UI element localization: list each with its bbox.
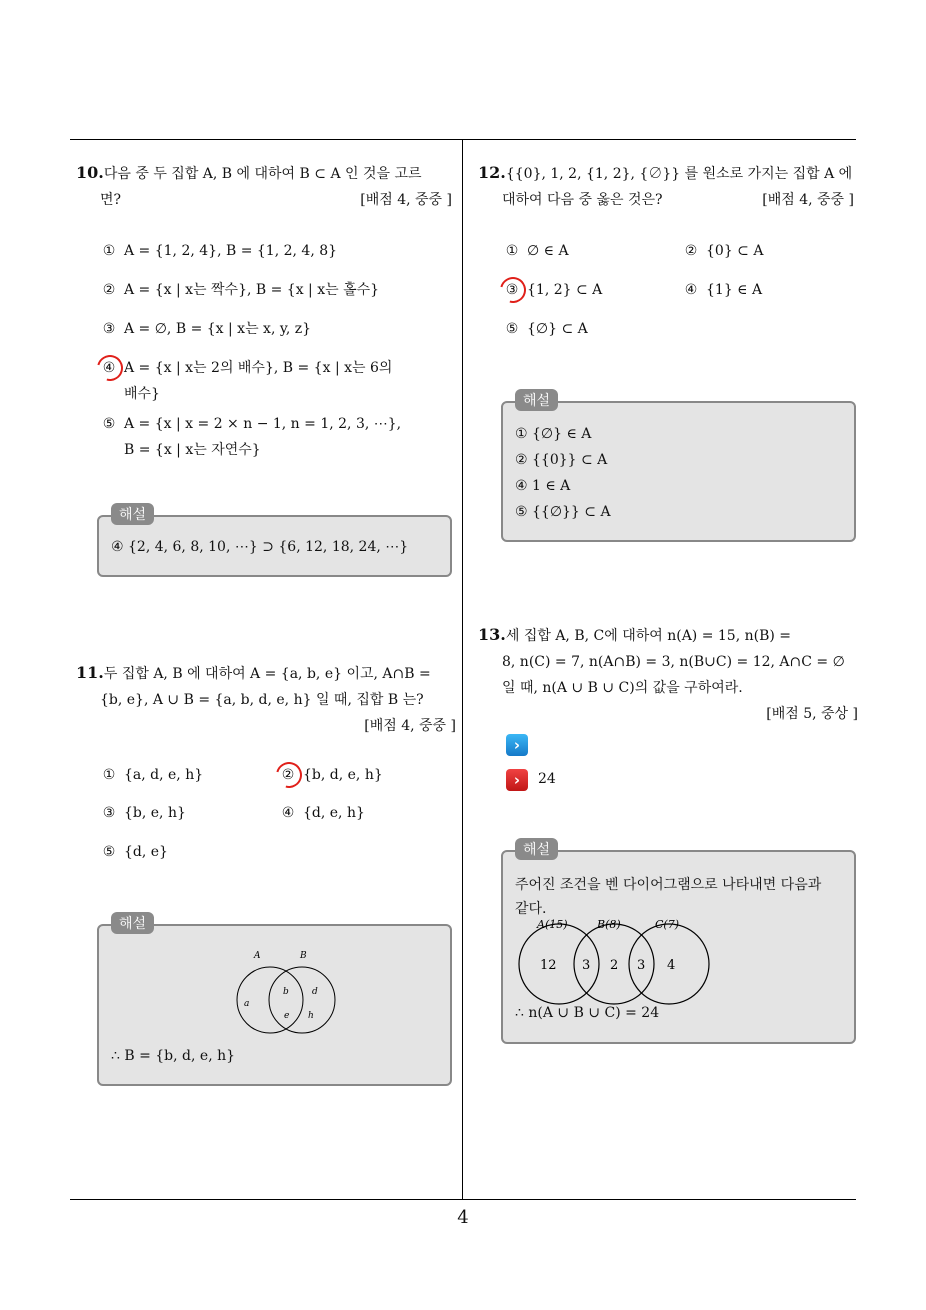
option-3[interactable] <box>100 316 311 342</box>
option-1[interactable] <box>503 238 569 264</box>
question-number: 13. <box>478 625 506 644</box>
chevron-right-icon[interactable]: › <box>506 769 528 791</box>
region-c-only: 4 <box>667 958 676 973</box>
option-marker: ④ <box>281 805 295 821</box>
solution-text: ⑤ {{∅}} ⊂ A <box>515 504 611 520</box>
question-text: 세 집합 A, B, C에 대하여 n(A) = 15, n(B) = <box>505 628 792 644</box>
question-12 <box>478 160 858 213</box>
option-5[interactable] <box>100 411 401 463</box>
option-marker: ① <box>505 243 519 259</box>
question-13 <box>478 622 858 727</box>
option-4[interactable] <box>279 800 365 826</box>
option-marker: ③ <box>505 282 519 298</box>
option-2[interactable] <box>682 238 763 264</box>
question-number: 12. <box>478 163 506 182</box>
option-text: {1, 2} ⊂ A <box>527 282 603 298</box>
solution-box <box>501 401 856 542</box>
option-marker: ② <box>102 282 116 298</box>
option-text: ∅ ∈ A <box>527 243 569 259</box>
option-text: A = ∅, B = {x | x는 x, y, z} <box>124 321 312 337</box>
option-marker: ④ <box>102 360 116 376</box>
venn-diagram-three-sets <box>513 914 723 1014</box>
option-marker: ① <box>102 767 116 783</box>
option-marker: ④ <box>684 282 698 298</box>
option-5[interactable] <box>100 839 168 865</box>
region-both-1: b <box>283 987 289 997</box>
option-marker: ⑤ <box>102 416 116 432</box>
solution-text: ② {{0}} ⊂ A <box>515 452 608 468</box>
question-text: {b, e}, A ∪ B = {a, b, d, e, h} 일 때, 집합 B 는? <box>100 692 424 708</box>
set-b-label: B(8) <box>597 918 621 931</box>
option-text: {a, d, e, h} <box>124 767 204 783</box>
solution-text: ∴ B = {b, d, e, h} <box>111 1048 236 1064</box>
top-rule <box>70 139 856 140</box>
option-text-cont: 배수} <box>124 386 160 402</box>
option-text: A = {1, 2, 4}, B = {1, 2, 4, 8} <box>124 243 338 259</box>
option-2[interactable] <box>100 277 379 303</box>
question-meta: [배점 5, 중상 ] <box>766 706 858 722</box>
solution-text: ① {∅} ∈ A <box>515 426 592 442</box>
page-number: 4 <box>457 1207 469 1228</box>
solution-box <box>501 850 856 1044</box>
question-text: 면? <box>100 192 122 208</box>
option-text: {d, e, h} <box>303 805 365 821</box>
option-marker: ③ <box>102 321 116 337</box>
set-a-label: A <box>254 951 261 961</box>
option-3[interactable] <box>100 800 186 826</box>
answer-value: 24 <box>538 771 556 787</box>
set-a-label: A(15) <box>537 918 568 931</box>
option-text: A = {x | x는 2의 배수}, B = {x | x는 6의 <box>124 360 393 376</box>
solution-tab: 해설 <box>111 912 154 934</box>
solution-text: ④ {2, 4, 6, 8, 10, ⋯} ⊃ {6, 12, 18, 24, ⋯} <box>111 539 409 555</box>
option-text: {b, d, e, h} <box>303 767 383 783</box>
solution-tab: 해설 <box>111 503 154 525</box>
question-number: 11. <box>76 663 104 682</box>
option-text: {∅} ⊂ A <box>527 321 588 337</box>
venn-diagram-two-sets <box>214 946 354 1036</box>
option-5[interactable] <box>503 316 588 342</box>
option-marker: ① <box>102 243 116 259</box>
region-b-only-1: d <box>312 987 318 997</box>
option-4[interactable] <box>100 355 392 407</box>
question-11 <box>76 660 456 739</box>
question-text: 두 집합 A, B 에 대하여 A = {a, b, e} 이고, A∩B = <box>103 666 431 682</box>
question-text: 대하여 다음 중 옳은 것은? <box>502 192 663 208</box>
option-text-cont: B = {x | x는 자연수} <box>124 442 261 458</box>
question-number: 10. <box>76 163 104 182</box>
region-a-only: 12 <box>540 958 557 973</box>
set-b-circle <box>269 967 335 1033</box>
option-marker: ⑤ <box>102 844 116 860</box>
option-1[interactable] <box>100 762 203 788</box>
region-a-only: a <box>244 999 250 1009</box>
region-b-only: 2 <box>610 958 619 973</box>
question-meta: [배점 4, 중중 ] <box>762 192 854 208</box>
option-text: {d, e} <box>124 844 168 860</box>
column-divider <box>462 139 463 1200</box>
bottom-rule <box>70 1199 856 1200</box>
option-text: {0} ⊂ A <box>706 243 764 259</box>
solution-text: 같다. <box>515 901 547 917</box>
option-marker: ② <box>281 767 295 783</box>
region-b-and-c: 3 <box>637 958 646 973</box>
solution-tab: 해설 <box>515 838 558 860</box>
question-text: 다음 중 두 집합 A, B 에 대하여 B ⊂ A 인 것을 고르 <box>103 166 422 182</box>
chevron-right-icon[interactable]: › <box>506 734 528 756</box>
option-4[interactable] <box>682 277 762 303</box>
question-text: 8, n(C) = 7, n(A∩B) = 3, n(B∪C) = 12, A∩C = ∅ <box>502 654 845 670</box>
question-10 <box>76 160 452 213</box>
option-text: {b, e, h} <box>124 805 186 821</box>
option-text: A = {x | x = 2 × n − 1, n = 1, 2, 3, ⋯}, <box>124 416 402 432</box>
option-text: {1} ∈ A <box>706 282 763 298</box>
question-meta: [배점 4, 중중 ] <box>364 718 456 734</box>
set-c-label: C(7) <box>655 918 679 931</box>
option-1[interactable] <box>100 238 337 264</box>
solution-text: ④ 1 ∈ A <box>515 478 571 494</box>
solution-box <box>97 924 452 1086</box>
question-text: 일 때, n(A ∪ B ∪ C)의 값을 구하여라. <box>502 680 743 696</box>
question-meta: [배점 4, 중중 ] <box>360 192 452 208</box>
option-marker: ② <box>684 243 698 259</box>
option-marker: ③ <box>102 805 116 821</box>
region-b-only-2: h <box>308 1011 314 1021</box>
solution-conclusion: ∴ n(A ∪ B ∪ C) = 24 <box>515 1005 660 1021</box>
solution-text: 주어진 조건을 벤 다이어그램으로 나타내면 다음과 <box>515 877 822 893</box>
region-a-and-b: 3 <box>582 958 591 973</box>
region-both-2: e <box>284 1011 290 1021</box>
question-text: {{0}, 1, 2, {1, 2}, {∅}} 를 원소로 가지는 집합 A 에 <box>505 166 853 182</box>
option-marker: ⑤ <box>505 321 519 337</box>
option-text: A = {x | x는 짝수}, B = {x | x는 홀수} <box>124 282 380 298</box>
solution-tab: 해설 <box>515 389 558 411</box>
set-b-label: B <box>300 951 307 961</box>
